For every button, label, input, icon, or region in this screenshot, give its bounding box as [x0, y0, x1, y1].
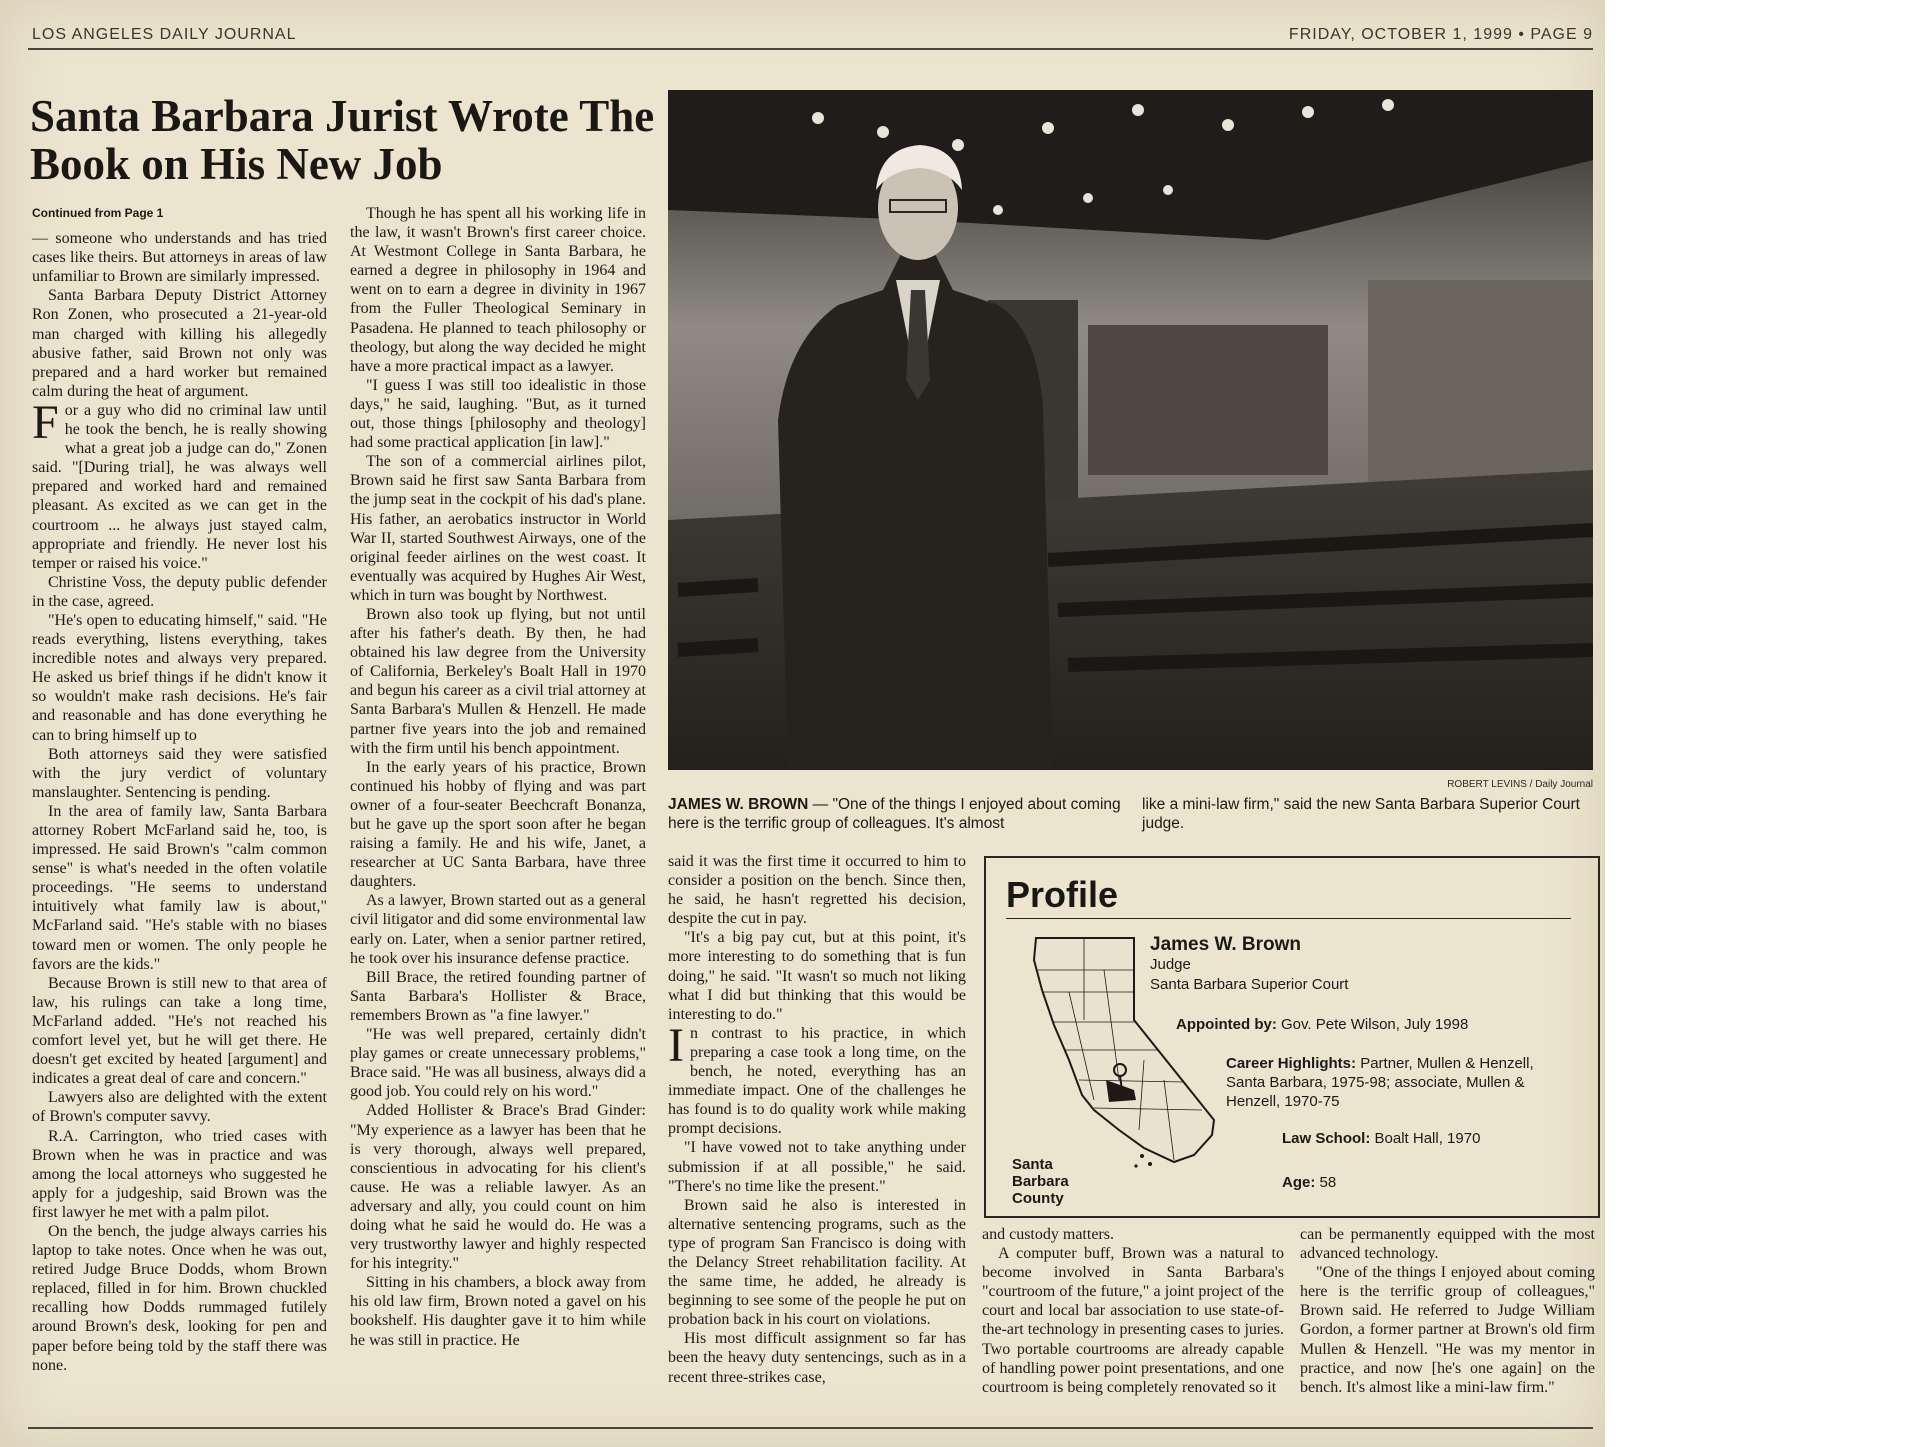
- pullquote-text: n contrast to his practice, in which preparing a case took a long time, on the bench, he noted, everything has an immediate impact. One of the challenges he has found is to do quality work while making prompt decisions.: [668, 1024, 966, 1138]
- paragraph: Brown also took up flying, but not until after his father's death. By then, he had obtained his law degree from the University of California, Berkeley's Boalt Hall in 1970 and begun his career as a civil trial attorney at Santa Barbara's Mullen & Henzell. He made partner five years into the job and remained with the firm until his bench appointment.: [350, 605, 646, 757]
- school-value: Boalt Hall, 1970: [1370, 1130, 1481, 1147]
- profile-title: Profile: [1006, 874, 1119, 915]
- top-rule: [28, 48, 1593, 50]
- california-map-icon: [1024, 930, 1224, 1180]
- paragraph: Brown said he also is interested in alternative sentencing programs, such as the type of program San Francisco is doing with the Delancy Street rehabilitation facility. At the same time, he added, he already is beginning to see some of the people he put on probation back in his court on violations.: [668, 1196, 966, 1329]
- article-column-1: [32, 204, 327, 1419]
- paragraph: Sitting in his chambers, a block away from his old law firm, Brown noted a gavel on his bookshelf. His daughter gave it to him while he was still in practice. He: [350, 1274, 646, 1349]
- career-value: Partner, Mullen & Henzell, Santa Barbara, 1975-98; associate, Mullen & Henzell, 1970-75: [1226, 1055, 1534, 1110]
- paragraph: On the bench, the judge always carries his laptop to take notes. Once when he was out, retired Judge Bruce Dodds, whom Brown replaced, filled in for him. Brown chuckled recalling how Dodds rummaged futilely around Brown's desk, looking for pen and paper before being told by the staff there was none.: [32, 1222, 327, 1374]
- photo-credit: ROBERT LEVINS / Daily Journal: [1447, 779, 1593, 790]
- pullquote-text: or a guy who did no criminal law until he took the bench, he is really showing what a great job a judge can do," Zonen said. "[During trial], he was always well prepared and worked hard and remained pleasant. As excited as we can get in the courtroom ... he always just stayed calm, appropriate and friendly. He never lost his temper or raised his voice.": [32, 401, 327, 572]
- article-column-3: [668, 852, 966, 1422]
- profile-box: [984, 856, 1600, 1218]
- paragraph: "One of the things I enjoyed about coming here is the terrific group of colleagues," Brown said. He referred to Judge William Gordon, a former partner at Brown's old firm Mullen & Henzell. "He was my mentor in practice, and now [he's one again] on the bench. It's almost like a mini-law firm.": [1300, 1264, 1595, 1396]
- paragraph: and custody matters.: [982, 1226, 1114, 1243]
- paragraph: Lawyers also are delighted with the extent of Brown's computer savvy.: [32, 1089, 327, 1126]
- paragraph: In the area of family law, Santa Barbara attorney Robert McFarland said he, too, is impressed. He said Brown's "calm common sense" is what's needed in the often volatile proceedings. "He seems to understand intuitively what family law is about," McFarland said. "He's stable with no biases toward men or women. The only people he favors are the kids.": [32, 802, 327, 973]
- paragraph: "It's a big pay cut, but at this point, it's more interesting to do something that is fun doing," he said. "It wasn't so much not liking what I did but thinking that this would be interesting to do.": [668, 929, 966, 1023]
- paper-name: LOS ANGELES DAILY JOURNAL: [32, 26, 297, 43]
- paragraph: A computer buff, Brown was a natural to become involved in Santa Barbara's "courtroom of the future," a joint project of the court and local bar association to use state-of-the-art technology in presenting cases to juries. Two portable courtrooms are already capable of handling power point presentations, and one courtroom is being completely renovated so it: [982, 1245, 1284, 1396]
- county-label: Santa Barbara County: [1012, 1156, 1069, 1207]
- paragraph: "He was well prepared, certainly didn't play games or create unnecessary problems," Brace said. "He was all business, always did a good job. You could rely on his word.": [350, 1026, 646, 1101]
- pullquote-paragraph: [668, 1018, 966, 1139]
- paragraph: Though he has spent all his working life in the law, it wasn't Brown's first career choice. At Westmont College in Santa Barbara, he earned a degree in philosophy in 1964 and went on to earn a degree in divinity in 1967 from the Fuller Theological Seminary in Pasadena. He planned to teach philosophy or theology, but along the way decided he might have a more practical impact as a lawyer.: [350, 205, 646, 375]
- judge-portrait-image: [668, 90, 1593, 770]
- appointed-label: Appointed by:: [1176, 1016, 1277, 1033]
- profile-role: Judge: [1150, 956, 1191, 973]
- paragraph: — someone who understands and has tried cases like theirs. But attorneys in areas of law unfamiliar to Brown are similarly impressed.: [32, 230, 327, 286]
- age-value: 58: [1315, 1174, 1337, 1191]
- profile-rule: [1006, 918, 1571, 919]
- profile-career: [1226, 1054, 1576, 1111]
- paragraph: Bill Brace, the retired founding partner of Santa Barbara's Hollister & Brace, remembers Brown as "a fine lawyer.": [350, 968, 646, 1024]
- paragraph: Santa Barbara Deputy District Attorney Ron Zonen, who prosecuted a 21-year-old man charged with killing his allegedly abusive father, said Brown not only was prepared and a hard worker but remained calm during the heat of argument.: [32, 287, 327, 400]
- paragraph: Added Hollister & Brace's Brad Ginder: "My experience as a lawyer has been that he is very thorough, always well prepared, conscientious in advocating for his client's cause. He was a reliable lawyer. As an adversary and ally, you could count on him doing what he said he would do. He was a very trustworthy lawyer and highly respected for his integrity.": [350, 1102, 646, 1273]
- profile-age: [1282, 1174, 1336, 1191]
- drop-cap: F: [32, 395, 59, 449]
- paragraph: Because Brown is still new to that area of law, his rulings can take a long time, McFarland added. "He's not reached his comfort level yet, but he will get there. He doesn't get excited by heated [argument] and indicates a great deal of care and concern.": [32, 974, 327, 1088]
- headline: Santa Barbara Jurist Wrote The Book on His New Job: [30, 91, 655, 189]
- caption-name: JAMES W. BROWN: [668, 796, 809, 813]
- article-column-2: [350, 204, 646, 1419]
- caption-part-2: like a mini-law firm," said the new Santa Barbara Superior Court judge.: [1142, 796, 1580, 832]
- profile-court: Santa Barbara Superior Court: [1150, 976, 1349, 993]
- courtroom-photo: [668, 90, 1593, 770]
- caption-text: — "One of the things I enjoyed about coming here is the terrific group of colleagues. It's almost: [668, 796, 1121, 832]
- paragraph: "He's open to educating himself," said. "He reads everything, listens everything, takes incredible notes and always very prepared. He asked us brief things if he didn't know it so wouldn't make rash decisions. He's fair and reasonable and has done everything he can to bring himself up to: [32, 611, 327, 744]
- paragraph: can be permanently equipped with the most advanced technology.: [1300, 1226, 1595, 1263]
- paragraph: "I have vowed not to take anything under submission if at all possible," he said. "There's no time like the present.": [668, 1139, 966, 1195]
- paragraph: His most difficult assignment so far has been the heavy duty sentencings, such as in a recent three-strikes case,: [668, 1330, 966, 1386]
- pullquote-paragraph: [32, 395, 327, 573]
- paragraph: In the early years of his practice, Brown continued his hobby of flying and was part owner of a four-seater Beechcraft Bonanza, but he gave up the sport soon after he began raising a family. He and his wife, Janet, a researcher at UC Santa Barbara, have three daughters.: [350, 758, 646, 891]
- article-column-5: [1300, 1225, 1595, 1421]
- continued-note: Continued from Page 1: [32, 206, 164, 220]
- profile-name: James W. Brown: [1150, 934, 1301, 955]
- bottom-rule: [28, 1427, 1593, 1429]
- career-label: Career Highlights:: [1226, 1055, 1357, 1072]
- dateline: FRIDAY, OCTOBER 1, 1999 • PAGE 9: [1288, 26, 1593, 43]
- paragraph: R.A. Carrington, who tried cases with Brown when he was in practice and was among the local attorneys who suggested he apply for a judgeship, said Brown was the first lawyer he met with a palm pilot.: [32, 1127, 327, 1221]
- paragraph: "I guess I was still too idealistic in those days," he said, laughing. "But, as it turned out, those things [philosophy and theology] had some practical application [in law].": [350, 376, 646, 452]
- caption-part-1: [668, 795, 1123, 833]
- school-label: Law School:: [1282, 1130, 1371, 1147]
- paragraph: Christine Voss, the deputy public defender in the case, agreed.: [32, 573, 327, 610]
- article-column-4: [982, 1225, 1284, 1421]
- paragraph: As a lawyer, Brown started out as a general civil litigator and did some environmental law early on. Later, when a senior partner retired, he took over his insurance defense practice.: [350, 892, 646, 967]
- profile-law-school: [1282, 1130, 1480, 1147]
- paragraph: said it was the first time it occurred to him to consider a position on the bench. Since then, he said, he hasn't regretted his decision, despite the cut in pay.: [668, 853, 966, 928]
- appointed-value: Gov. Pete Wilson, July 1998: [1276, 1016, 1469, 1033]
- profile-appointed: [1176, 1016, 1468, 1033]
- drop-cap: I: [668, 1018, 684, 1072]
- paragraph: Both attorneys said they were satisfied with the jury verdict of voluntary manslaughter. Sentencing is pending.: [32, 745, 327, 801]
- paragraph: The son of a commercial airlines pilot, Brown said he first saw Santa Barbara from the jump seat in the cockpit of his dad's plane. His father, an aerobatics instructor in World War II, started Southwest Airways, one of the original feeder airlines on the west coast. It eventually was acquired by Hughes Air West, which in turn was bought by Northwest.: [350, 453, 646, 604]
- age-label: Age:: [1282, 1174, 1316, 1191]
